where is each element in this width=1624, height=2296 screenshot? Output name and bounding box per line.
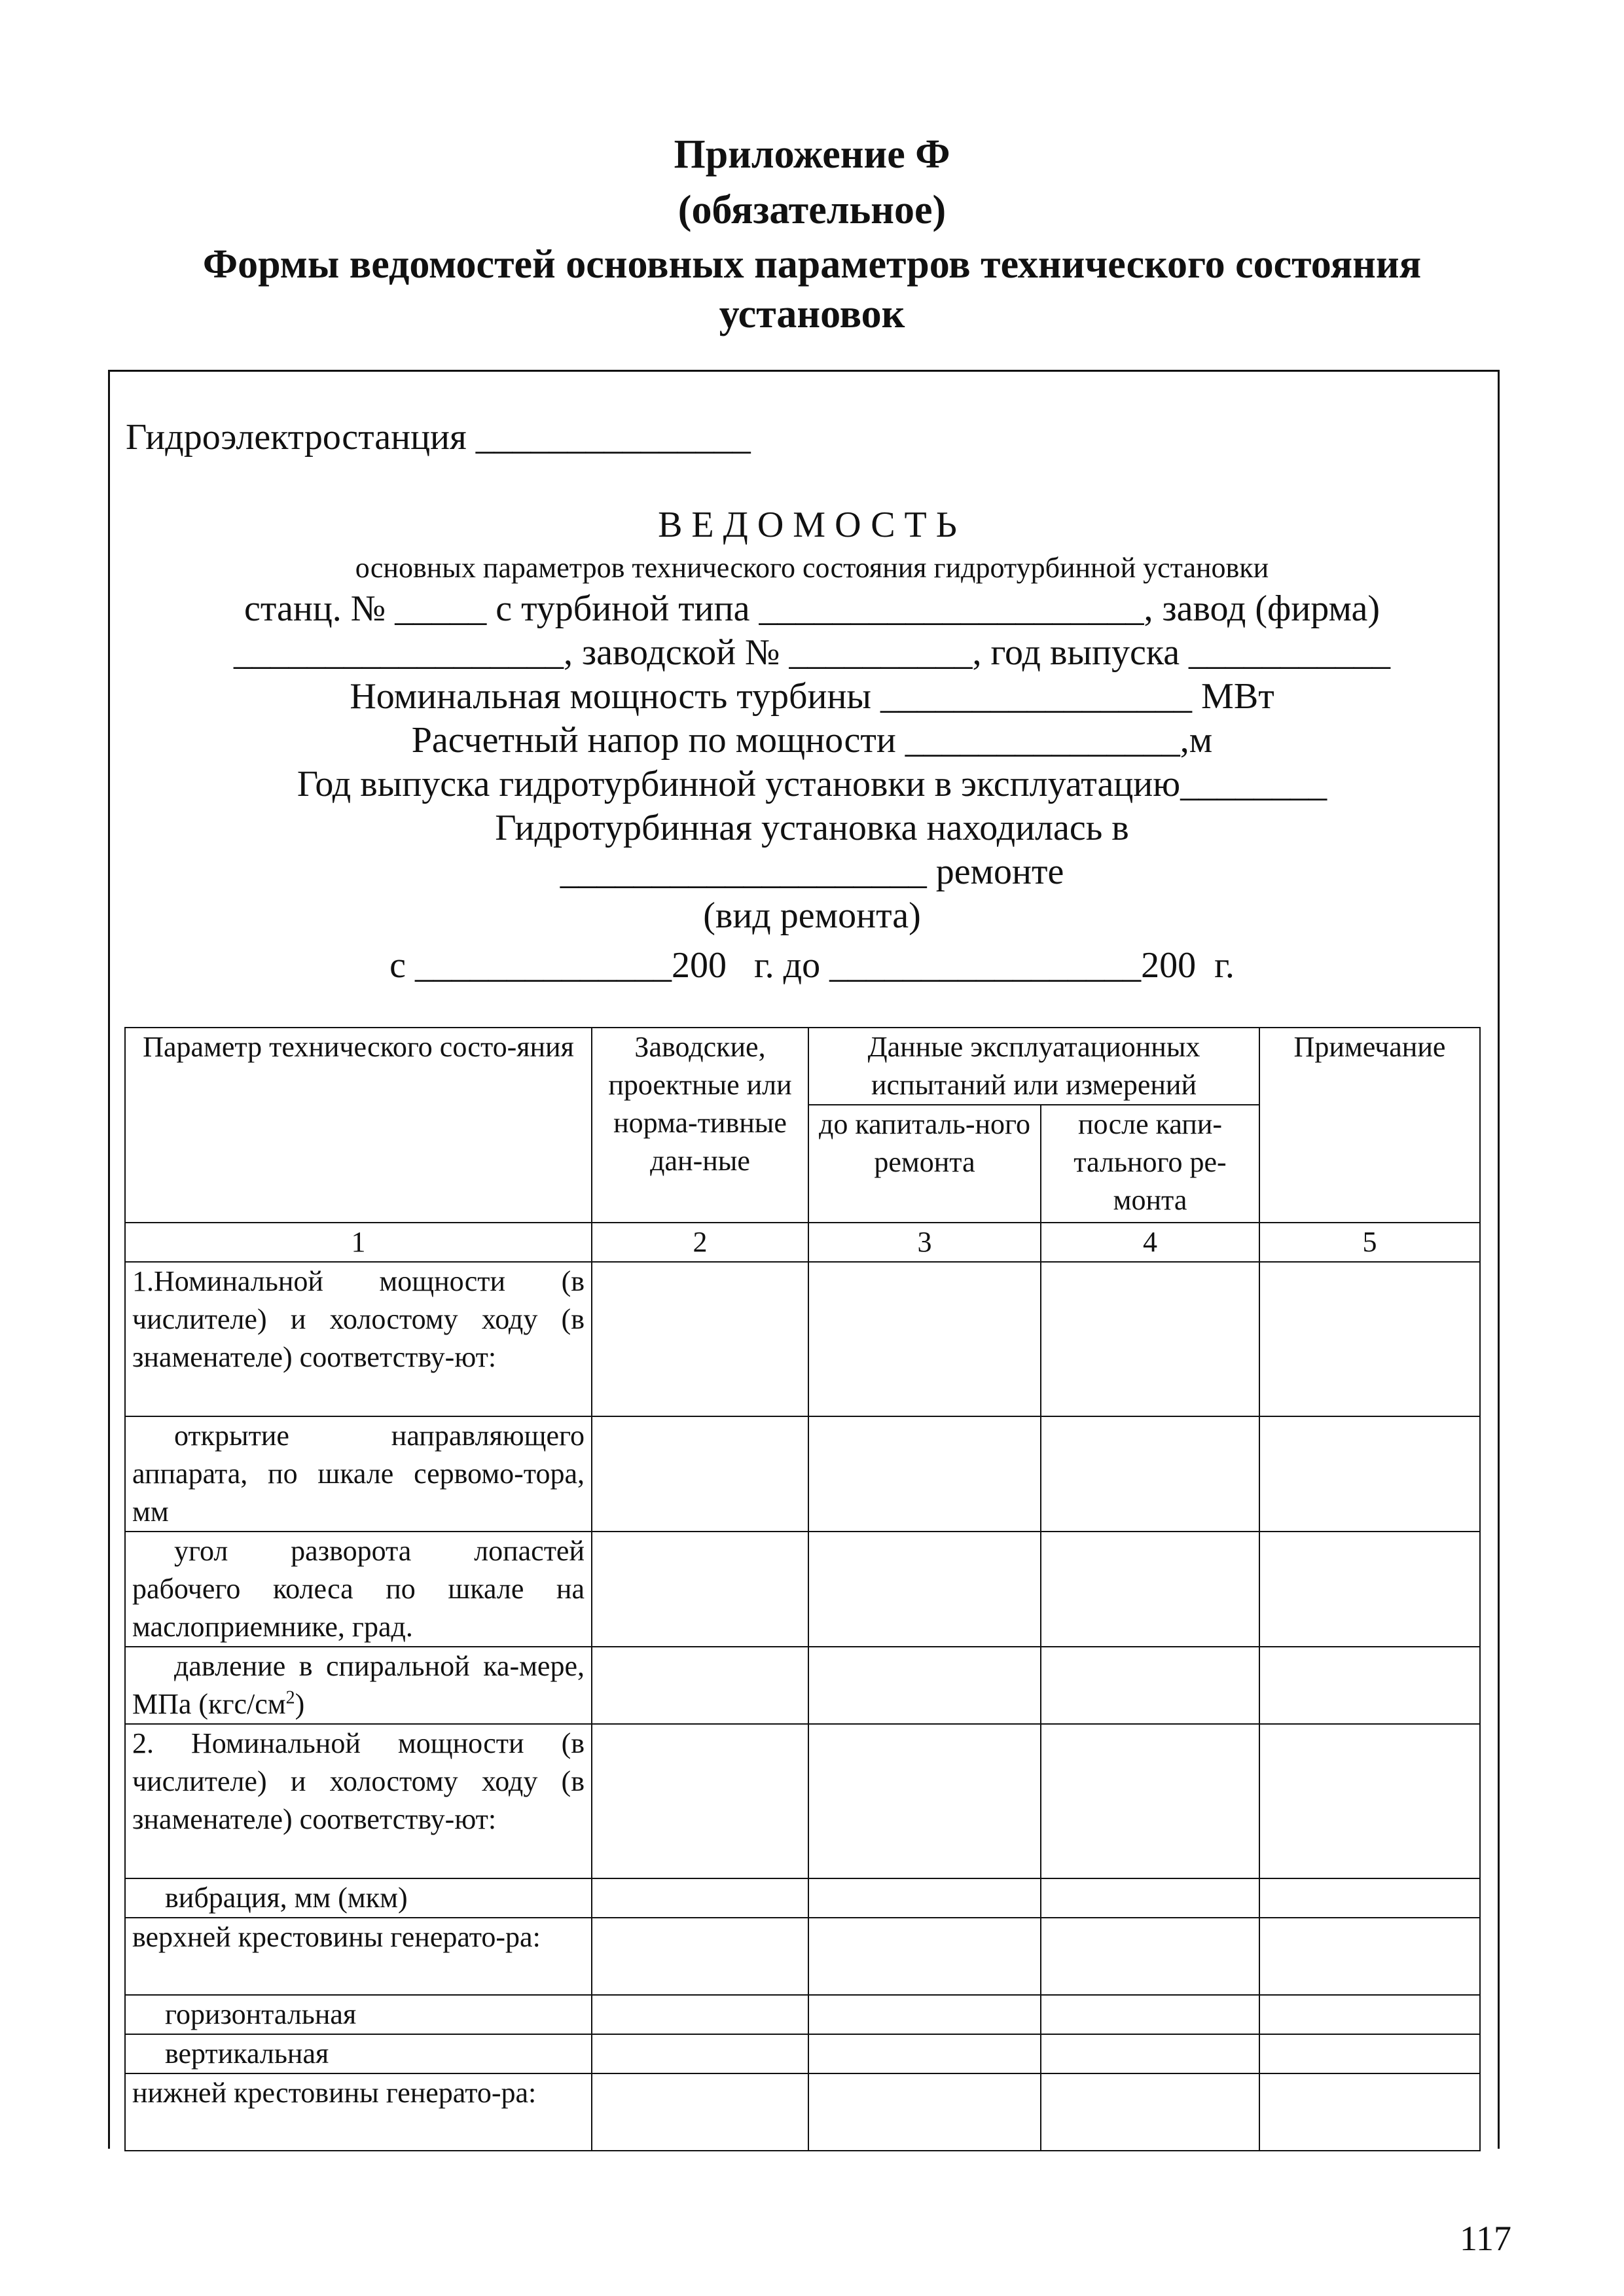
value-cell xyxy=(1041,2073,1259,2151)
value-cell xyxy=(1259,1262,1480,1416)
pressure-unit-exponent: 2 xyxy=(285,1687,295,1708)
value-cell xyxy=(592,1532,808,1647)
column-header-parameter: Параметр технического состо-яния xyxy=(125,1028,592,1223)
parameter-cell: горизонтальная xyxy=(125,1995,592,2034)
appendix-status: (обязательное) xyxy=(677,188,947,232)
value-cell xyxy=(808,1532,1041,1647)
value-cell xyxy=(808,1262,1041,1416)
table-row xyxy=(125,2034,1480,2073)
table-row xyxy=(125,1416,1480,1532)
value-cell xyxy=(592,1918,808,1995)
value-cell xyxy=(1041,1532,1259,1647)
nominal-power-line: Номинальная мощность турбины _________________ МВт xyxy=(350,676,1274,717)
value-cell xyxy=(1259,2034,1480,2073)
table-row xyxy=(125,1878,1480,1918)
parameter-cell: угол разворота лопастей рабочего колеса по шкале на маслоприемнике, град. xyxy=(125,1532,592,1647)
value-cell xyxy=(1041,1995,1259,2034)
table-row xyxy=(125,1995,1480,2034)
value-cell xyxy=(1041,1416,1259,1532)
value-cell xyxy=(1259,1918,1480,1995)
value-cell xyxy=(592,1878,808,1918)
column-header-factory-data: Заводские, проектные или норма-тивные дан-ные xyxy=(592,1028,808,1223)
commissioning-year-line: Год выпуска гидротурбинной установки в эксплуатацию________ xyxy=(297,764,1327,804)
station-field: Гидроэлектростанция _______________ xyxy=(126,417,751,457)
column-header-operational-data: Данные эксплуатационных испытаний или измерений xyxy=(808,1028,1259,1105)
value-cell xyxy=(1259,1878,1480,1918)
value-cell xyxy=(1259,1995,1480,2034)
table-row xyxy=(125,1724,1480,1878)
value-cell xyxy=(592,2073,808,2151)
value-cell xyxy=(1041,1878,1259,1918)
value-cell xyxy=(808,1918,1041,1995)
column-number-row xyxy=(125,1223,1480,1262)
value-cell xyxy=(592,1262,808,1416)
factory-number-line: __________________, заводской № __________, год выпуска ___________ xyxy=(233,632,1391,673)
parameter-cell: верхней крестовины генерато-ра: xyxy=(125,1918,592,1995)
column-header-note: Примечание xyxy=(1259,1028,1480,1223)
value-cell xyxy=(808,2034,1041,2073)
column-number: 1 xyxy=(125,1223,592,1262)
table-row xyxy=(125,1647,1480,1724)
pressure-parameter-text: давление в спиральной ка-мере, МПа (кгс/см xyxy=(132,1650,585,1720)
column-number: 5 xyxy=(1259,1223,1480,1262)
design-head-line: Расчетный напор по мощности _______________,м xyxy=(411,720,1213,761)
parameters-table xyxy=(124,1027,1481,2151)
value-cell xyxy=(1041,1724,1259,1878)
value-cell xyxy=(808,1878,1041,1918)
column-header-before-repair: до капиталь-ного ремонта xyxy=(808,1105,1041,1223)
value-cell xyxy=(808,2073,1041,2151)
column-number: 2 xyxy=(592,1223,808,1262)
value-cell xyxy=(808,1995,1041,2034)
column-number: 3 xyxy=(808,1223,1041,1262)
statement-subtitle: основных параметров технического состояния гидротурбинной установки xyxy=(355,552,1269,584)
statement-title: ВЕДОМОСТЬ xyxy=(658,505,966,545)
value-cell xyxy=(808,1647,1041,1724)
page-number: 117 xyxy=(1460,2219,1511,2258)
pressure-unit-close: ) xyxy=(295,1688,305,1720)
value-cell xyxy=(592,2034,808,2073)
parameter-cell: 1.Номинальной мощности (в числителе) и холостому ходу (в знаменателе) соответству-ют: xyxy=(125,1262,592,1416)
value-cell xyxy=(1041,1647,1259,1724)
parameter-cell: вибрация, мм (мкм) xyxy=(125,1878,592,1918)
value-cell xyxy=(1259,1647,1480,1724)
value-cell xyxy=(1041,2034,1259,2073)
value-cell xyxy=(592,1724,808,1878)
value-cell xyxy=(1259,1416,1480,1532)
value-cell xyxy=(1259,1532,1480,1647)
column-header-after-repair: после капи-тального ре-монта xyxy=(1041,1105,1259,1223)
table-row xyxy=(125,1532,1480,1647)
value-cell xyxy=(592,1995,808,2034)
value-cell xyxy=(1259,1724,1480,1878)
parameter-cell xyxy=(125,1647,592,1724)
appendix-heading-line2: установок xyxy=(719,292,905,336)
parameter-cell: 2. Номинальной мощности (в числителе) и холостому ходу (в знаменателе) соответству-ют: xyxy=(125,1724,592,1878)
value-cell xyxy=(1041,1918,1259,1995)
repair-type-caption: (вид ремонта) xyxy=(703,895,921,936)
table-row xyxy=(125,2073,1480,2151)
value-cell xyxy=(592,1647,808,1724)
parameter-cell: вертикальная xyxy=(125,2034,592,2073)
value-cell xyxy=(808,1416,1041,1532)
appendix-heading-line1: Формы ведомостей основных параметров технического состояния xyxy=(202,242,1422,287)
value-cell xyxy=(592,1416,808,1532)
parameter-cell: нижней крестовины генерато-ра: xyxy=(125,2073,592,2151)
appendix-title: Приложение Ф xyxy=(674,132,950,177)
table-row xyxy=(125,1918,1480,1995)
repair-status-line: Гидротурбинная установка находилась в xyxy=(495,808,1129,848)
repair-period-line: с ______________200 г. до _________________200 г. xyxy=(389,945,1235,986)
value-cell xyxy=(1041,1262,1259,1416)
station-number-line: станц. № _____ с турбиной типа _____________________, завод (фирма) xyxy=(244,588,1380,629)
column-number: 4 xyxy=(1041,1223,1259,1262)
repair-type-line: ____________________ ремонте xyxy=(560,852,1064,892)
parameter-cell: открытие направляющего аппарата, по шкале сервомо-тора, мм xyxy=(125,1416,592,1532)
value-cell xyxy=(808,1724,1041,1878)
table-row xyxy=(125,1262,1480,1416)
value-cell xyxy=(1259,2073,1480,2151)
